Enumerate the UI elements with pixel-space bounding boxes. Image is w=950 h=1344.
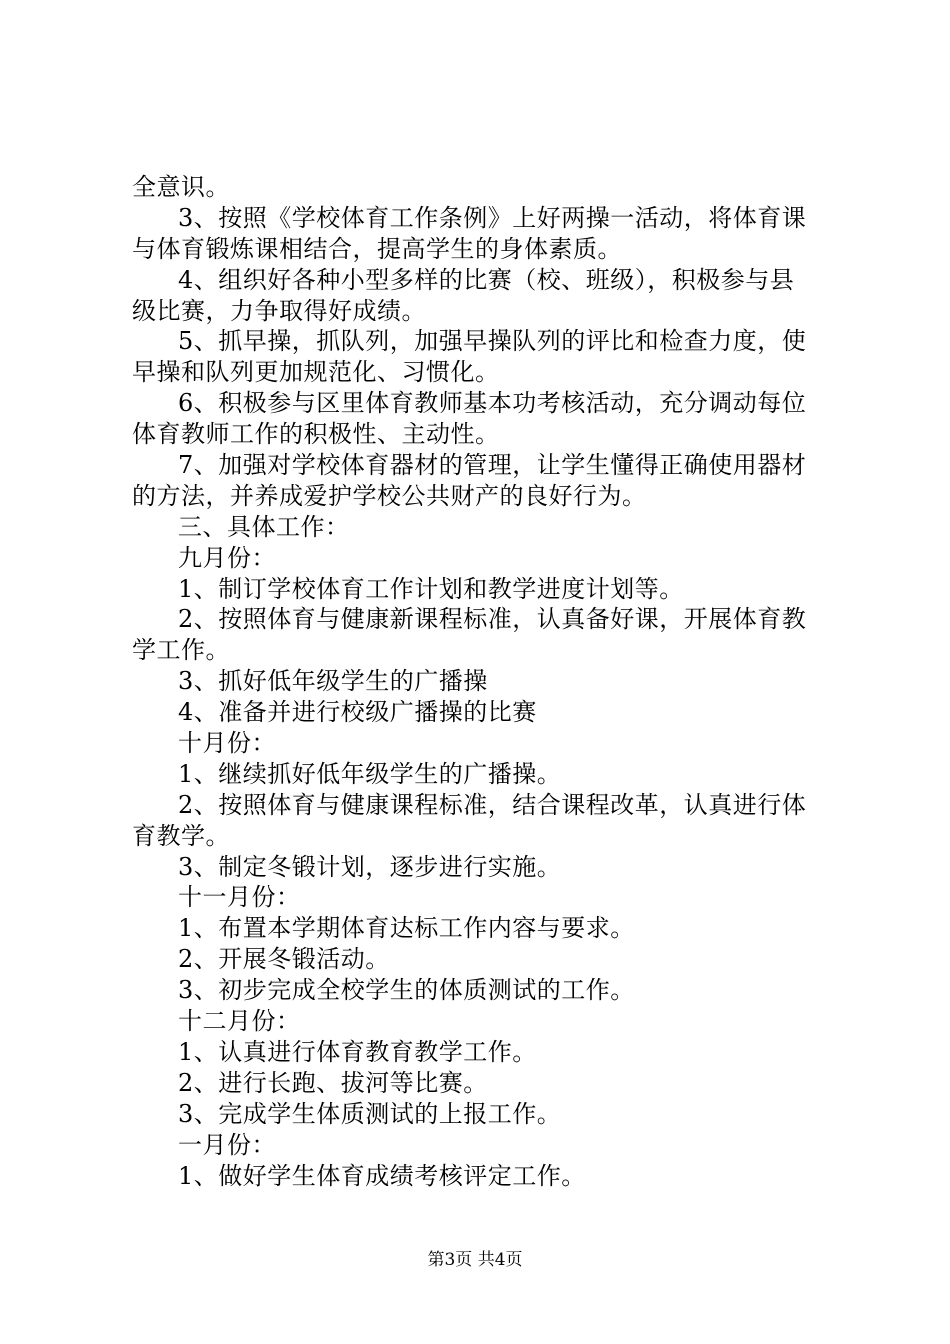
text-line: 早操和队列更加规范化、习惯化。 [132,358,500,387]
text-line: 3、制定冬锻计划，逐步进行实施。 [178,852,562,881]
text-line: 5、抓早操，抓队列，加强早操队列的评比和检查力度，使 [178,327,807,356]
text-line: 全意识。 [132,173,230,201]
text-line: 7、加强对学校体育器材的管理，让学生懂得正确使用器材 [178,451,807,480]
month-heading: 十二月份： [178,1007,301,1036]
month-heading: 十一月份： [178,883,301,912]
section-heading: 三、具体工作： [178,512,350,541]
text-line: 2、进行长跑、拔河等比赛。 [178,1068,488,1097]
text-line: 6、积极参与区里体育教师基本功考核活动，充分调动每位 [178,389,807,418]
text-line: 3、完成学生体质测试的上报工作。 [178,1099,562,1128]
text-line: 级比赛，力争取得好成绩。 [132,296,426,325]
text-line: 的方法，并养成爱护学校公共财产的良好行为。 [132,481,647,510]
month-heading: 一月份： [178,1130,276,1159]
text-line: 4、准备并进行校级广播操的比赛 [178,698,537,727]
text-line: 育教学。 [132,821,230,850]
text-line: 3、按照《学校体育工作条例》上好两操一活动，将体育课 [178,203,807,232]
text-line: 与体育锻炼课相结合，提高学生的身体素质。 [132,234,622,263]
text-line: 学工作。 [132,636,230,665]
text-line: 2、开展冬锻活动。 [178,945,390,974]
text-line: 2、按照体育与健康新课程标准，认真备好课，开展体育教 [178,605,807,634]
text-line: 2、按照体育与健康课程标准，结合课程改革，认真进行体 [178,790,807,819]
text-line: 1、做好学生体育成绩考核评定工作。 [178,1161,586,1190]
document-body [132,172,832,1191]
text-line: 3、抓好低年级学生的广播操 [178,667,488,696]
month-heading: 九月份： [178,543,276,572]
text-line: 体育教师工作的积极性、主动性。 [132,420,500,449]
text-line: 3、初步完成全校学生的体质测试的工作。 [178,976,635,1005]
text-line: 4、组织好各种小型多样的比赛（校、班级），积极参与县 [178,265,795,294]
text-line: 1、布置本学期体育达标工作内容与要求。 [178,914,635,943]
text-line: 1、继续抓好低年级学生的广播操。 [178,759,562,788]
month-heading: 十月份： [178,729,276,758]
text-line: 1、制订学校体育工作计划和教学进度计划等。 [178,574,684,603]
page-number-footer: 第3页 共4页 [427,1250,523,1270]
text-line: 1、认真进行体育教育教学工作。 [178,1037,537,1066]
